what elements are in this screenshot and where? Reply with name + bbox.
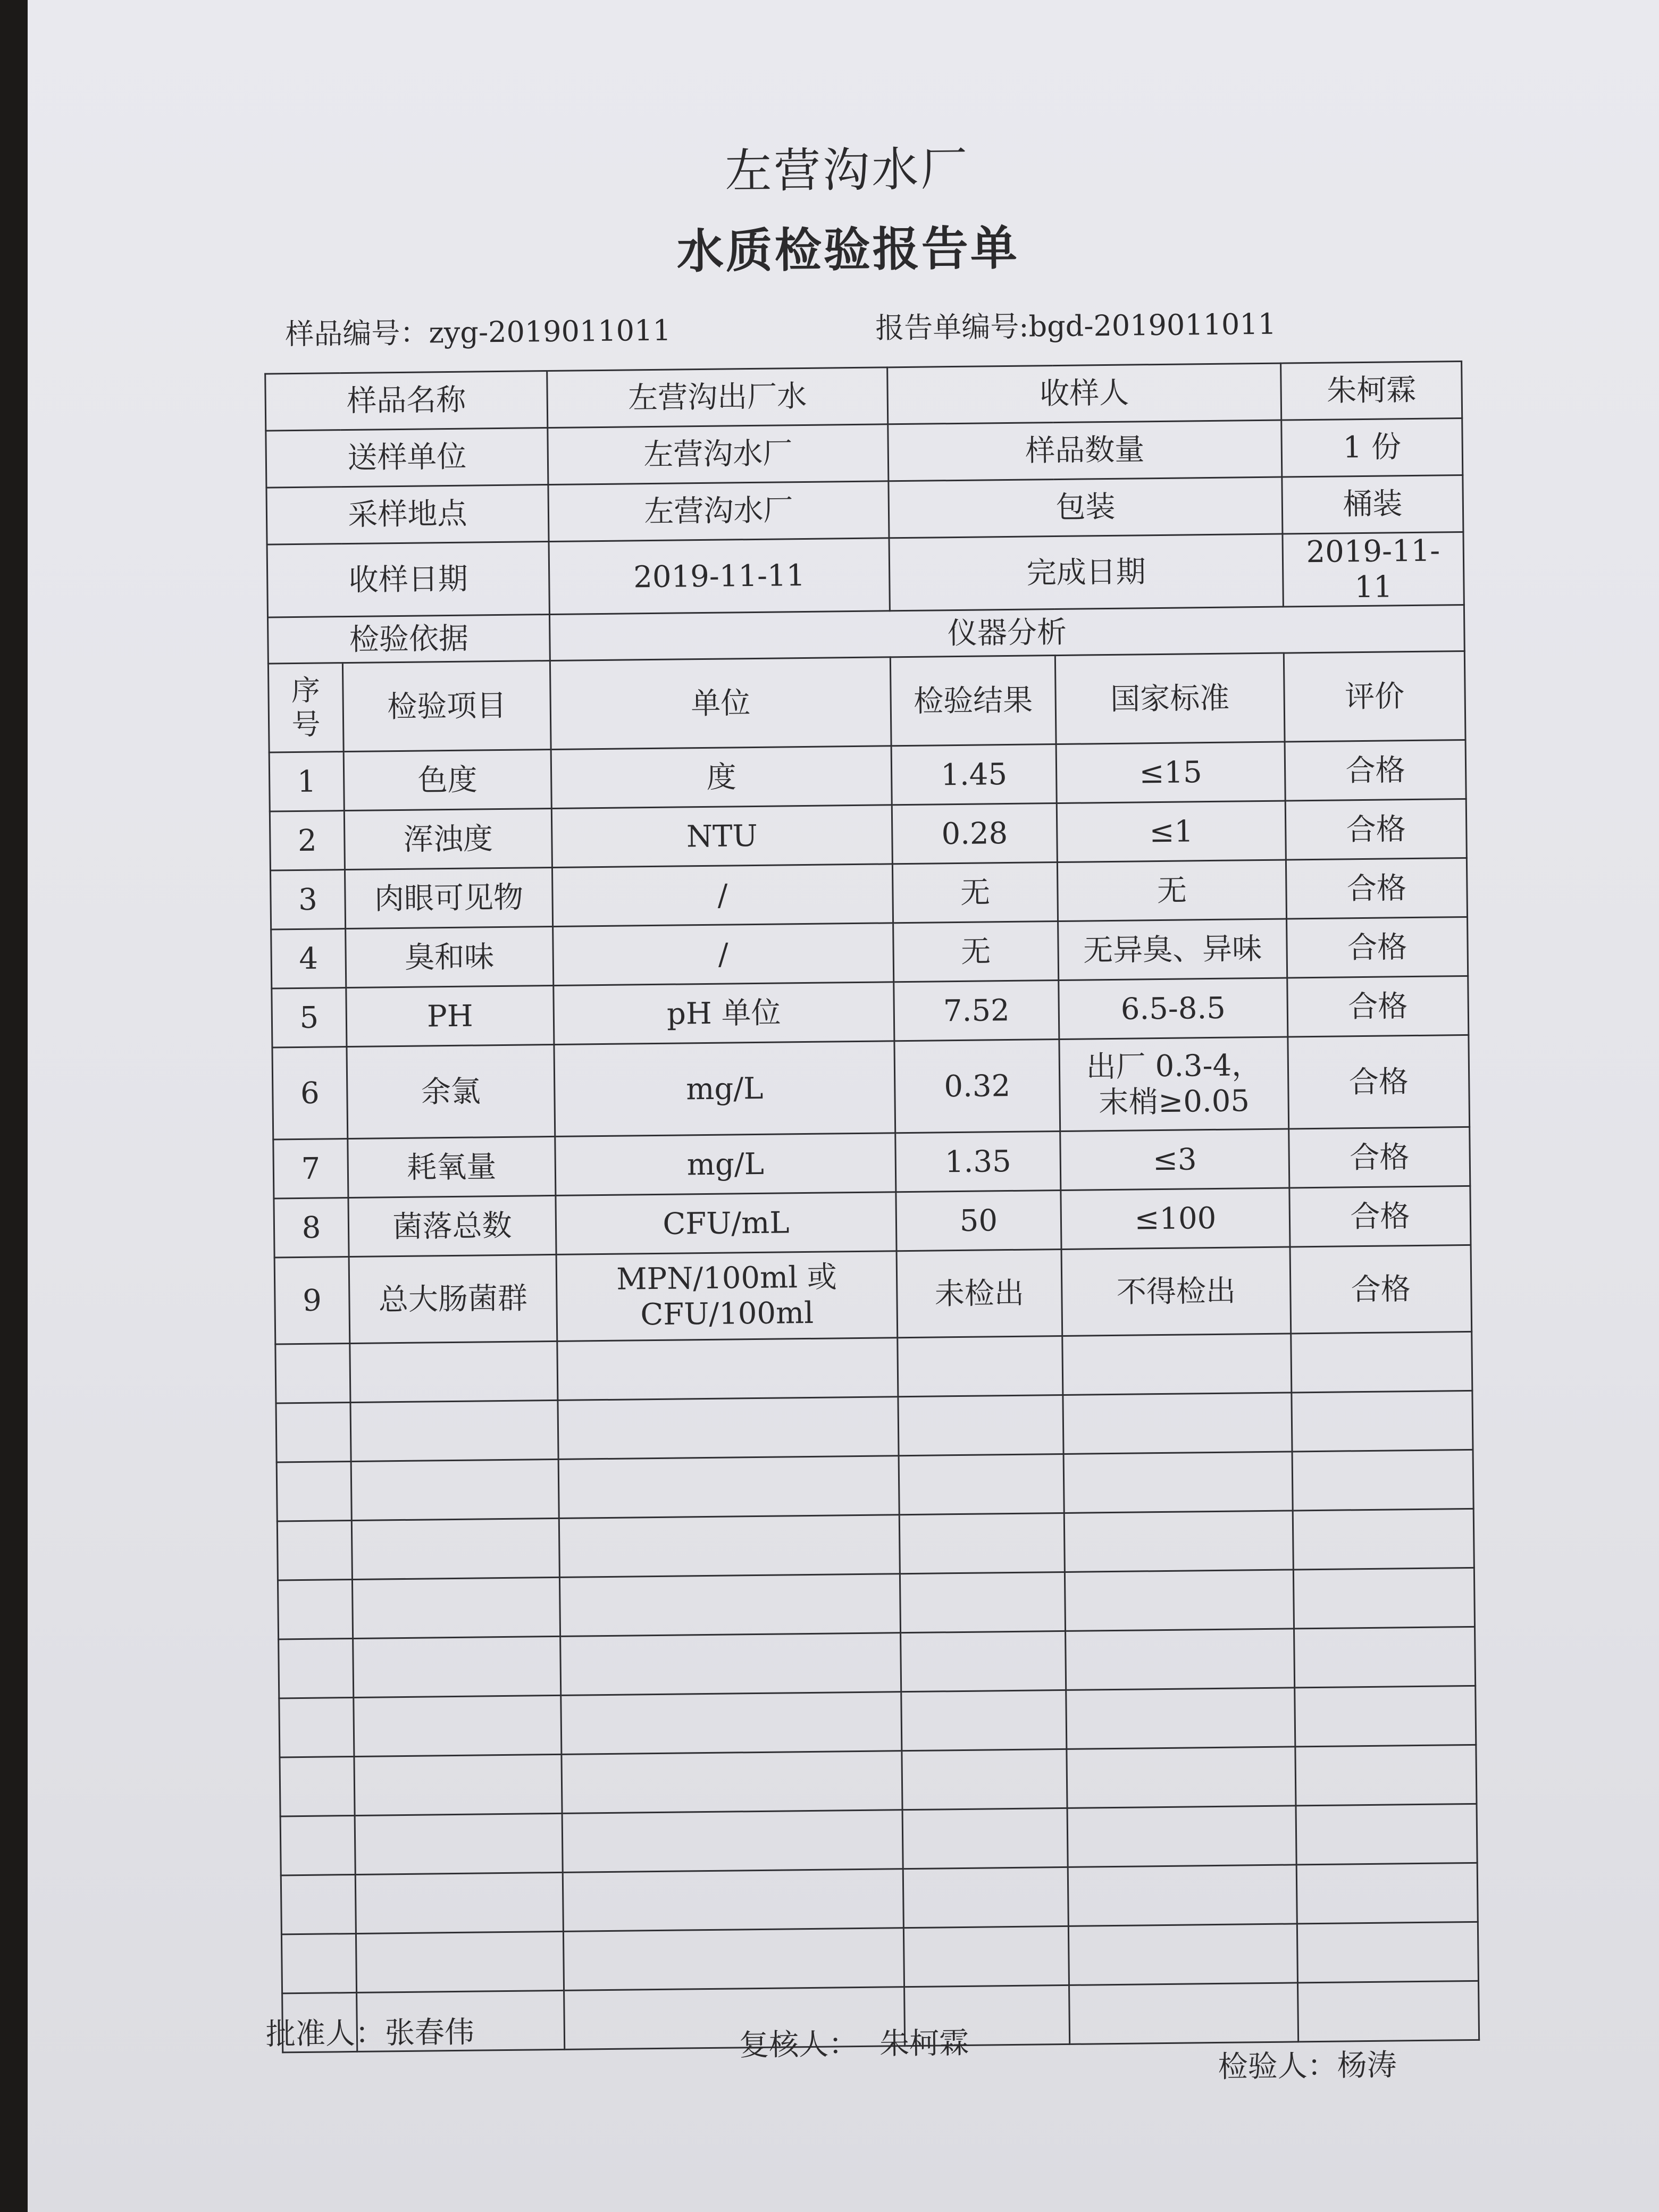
blank-cell xyxy=(562,1810,903,1873)
blank-cell xyxy=(1291,1332,1472,1393)
reviewer-name: 朱柯霖 xyxy=(879,2025,969,2062)
row-number: 2 xyxy=(270,811,345,870)
blank-cell xyxy=(561,1692,902,1755)
test-item: 余氯 xyxy=(347,1045,555,1139)
blank-cell xyxy=(1292,1450,1473,1511)
test-result: 50 xyxy=(896,1191,1061,1251)
blank-cell xyxy=(275,1344,350,1403)
blank-cell xyxy=(563,1928,904,1991)
test-result: 未检出 xyxy=(896,1250,1062,1338)
info-label: 样品数量 xyxy=(888,420,1282,481)
unit: pH 单位 xyxy=(554,982,894,1045)
evaluation: 合格 xyxy=(1290,1245,1472,1334)
info-value: 左营沟水厂 xyxy=(548,424,889,485)
approver-name: 张春伟 xyxy=(384,2015,475,2051)
info-label: 样品名称 xyxy=(265,371,548,431)
blank-cell xyxy=(1066,1629,1295,1690)
info-value: 朱柯霖 xyxy=(1281,362,1462,421)
blank-cell xyxy=(356,1932,564,1993)
col-header-no: 序号 xyxy=(268,663,343,752)
blank-cell xyxy=(903,1926,1069,1987)
report-number-value: bgd-2019011011 xyxy=(1028,307,1277,343)
blank-cell xyxy=(276,1462,351,1521)
row-number: 4 xyxy=(271,929,346,988)
row-number: 5 xyxy=(272,988,347,1048)
report-number-label: 报告单编号: xyxy=(875,309,1029,345)
info-value: 2019-11-11 xyxy=(549,538,890,615)
national-standard: ≤15 xyxy=(1056,742,1285,803)
sample-number xyxy=(285,308,671,353)
info-label: 收样日期 xyxy=(267,542,549,618)
blank-cell xyxy=(1065,1570,1294,1631)
evaluation: 合格 xyxy=(1286,858,1467,919)
col-header-item: 检验项目 xyxy=(342,661,551,752)
paper-sheet xyxy=(28,0,1659,2212)
blank-cell xyxy=(277,1521,352,1580)
blank-cell xyxy=(1064,1511,1293,1572)
blank-cell xyxy=(1297,1922,1478,1983)
blank-cell xyxy=(355,1873,563,1934)
blank-cell xyxy=(280,1757,355,1816)
national-standard: ≤1 xyxy=(1057,801,1286,862)
blank-cell xyxy=(281,1875,356,1934)
col-header-standard: 国家标准 xyxy=(1055,653,1285,744)
test-result: 无 xyxy=(892,862,1058,923)
unit: mg/L xyxy=(554,1041,895,1137)
blank-cell xyxy=(562,1751,902,1814)
unit: / xyxy=(552,864,893,927)
reviewer-label: 复核人： xyxy=(739,2027,859,2063)
info-label: 收样人 xyxy=(887,363,1281,424)
national-standard: 不得检出 xyxy=(1061,1247,1291,1336)
unit: NTU xyxy=(551,805,892,868)
sample-number-label: 样品编号： xyxy=(285,316,429,351)
blank-cell xyxy=(900,1572,1065,1633)
national-standard: ≤100 xyxy=(1061,1188,1290,1249)
info-label: 送样单位 xyxy=(266,428,548,488)
evaluation: 合格 xyxy=(1287,976,1469,1037)
blank-cell xyxy=(1069,1983,1298,2044)
info-label: 检验依据 xyxy=(268,615,550,664)
blank-cell xyxy=(902,1749,1067,1810)
report-number xyxy=(875,301,1276,347)
blank-cell xyxy=(1296,1804,1477,1865)
approver-label: 批准人： xyxy=(265,2016,386,2052)
row-number: 3 xyxy=(270,870,345,929)
inspector-signature xyxy=(1218,2041,1397,2086)
col-header-eval: 评价 xyxy=(1284,651,1465,742)
row-number: 1 xyxy=(269,752,344,811)
blank-cell xyxy=(899,1454,1064,1515)
blank-cell xyxy=(350,1401,558,1462)
test-item: 总大肠菌群 xyxy=(349,1255,557,1344)
blank-cell xyxy=(902,1808,1068,1869)
blank-cell xyxy=(1298,1981,1479,2042)
org-title: 左营沟水厂 xyxy=(724,141,970,199)
blank-cell xyxy=(1068,1865,1297,1926)
blank-cell xyxy=(280,1816,355,1875)
report-document xyxy=(208,116,1505,2129)
info-value: 左营沟出厂水 xyxy=(547,367,888,428)
blank-cell xyxy=(1293,1509,1474,1570)
test-item: 耗氧量 xyxy=(348,1137,556,1198)
blank-cell xyxy=(558,1456,899,1519)
row-number: 9 xyxy=(274,1257,350,1344)
blank-cell xyxy=(1067,1747,1296,1808)
blank-cell xyxy=(279,1639,354,1698)
blank-cell xyxy=(352,1578,560,1639)
evaluation: 合格 xyxy=(1289,1186,1471,1247)
blank-cell xyxy=(1068,1924,1297,1985)
blank-cell xyxy=(558,1397,899,1460)
blank-cell xyxy=(1295,1745,1477,1806)
blank-cell xyxy=(1296,1863,1478,1924)
test-result: 0.32 xyxy=(894,1040,1060,1133)
table-header-row xyxy=(268,651,1465,753)
row-number: 6 xyxy=(272,1047,348,1139)
report-title: 水质检验报告单 xyxy=(676,220,1020,279)
col-header-unit: 单位 xyxy=(550,657,891,750)
unit: 度 xyxy=(551,746,892,809)
report-meta xyxy=(211,299,1487,355)
inspector-name: 杨涛 xyxy=(1337,2048,1397,2083)
info-value: 左营沟水厂 xyxy=(548,481,889,542)
unit: / xyxy=(553,923,894,986)
row-number: 8 xyxy=(274,1198,349,1258)
test-item: PH xyxy=(346,986,554,1047)
approver-signature xyxy=(265,2009,474,2054)
info-label: 采样地点 xyxy=(266,485,549,545)
info-value: 桶装 xyxy=(1282,475,1463,534)
blank-cell xyxy=(278,1580,353,1639)
info-value: 1 份 xyxy=(1281,418,1463,477)
blank-cell xyxy=(276,1403,351,1462)
national-standard: 无 xyxy=(1057,860,1286,921)
blank-cell xyxy=(898,1395,1063,1456)
test-item: 浑浊度 xyxy=(344,809,552,870)
info-value: 2019-11-11 xyxy=(1283,532,1464,607)
blank-cell xyxy=(1063,1452,1293,1513)
table-row xyxy=(274,1245,1472,1345)
blank-cell xyxy=(901,1631,1066,1692)
report-table xyxy=(264,361,1480,2054)
info-label: 完成日期 xyxy=(889,534,1283,611)
test-result: 无 xyxy=(893,921,1059,982)
test-result: 7.52 xyxy=(894,981,1059,1041)
test-item: 菌落总数 xyxy=(348,1196,556,1257)
table-row xyxy=(272,1035,1470,1140)
blank-cell xyxy=(355,1814,563,1875)
blank-cell xyxy=(557,1338,898,1401)
info-row xyxy=(267,532,1464,618)
test-item: 臭和味 xyxy=(346,927,554,988)
blank-cell xyxy=(1063,1393,1292,1454)
blank-cell xyxy=(1066,1688,1295,1749)
blank-cell xyxy=(279,1698,354,1757)
blank-cell xyxy=(901,1690,1067,1751)
blank-cell xyxy=(350,1342,558,1403)
blank-cell xyxy=(563,1869,903,1932)
info-value: 仪器分析 xyxy=(549,605,1464,661)
blank-cell xyxy=(351,1519,559,1580)
inspector-label: 检验人： xyxy=(1218,2048,1337,2084)
evaluation: 合格 xyxy=(1285,740,1466,801)
test-item: 色度 xyxy=(343,750,551,811)
test-result: 1.35 xyxy=(895,1132,1061,1192)
evaluation: 合格 xyxy=(1289,1127,1470,1188)
unit: MPN/100ml 或 CFU/100ml xyxy=(556,1251,898,1342)
info-label: 包装 xyxy=(889,477,1283,538)
unit: CFU/mL xyxy=(556,1192,896,1255)
blank-cell xyxy=(559,1574,900,1637)
blank-cell xyxy=(1293,1568,1474,1629)
evaluation: 合格 xyxy=(1288,1035,1470,1129)
blank-cell xyxy=(354,1696,562,1757)
row-number: 7 xyxy=(273,1139,348,1199)
blank-cell xyxy=(1067,1806,1296,1867)
sample-number-value: zyg-2019011011 xyxy=(429,313,672,350)
blank-cell xyxy=(1294,1627,1476,1688)
evaluation: 合格 xyxy=(1287,917,1468,978)
blank-cell xyxy=(560,1633,901,1696)
blank-cell xyxy=(281,1934,356,1993)
blank-cell xyxy=(898,1336,1063,1397)
national-standard: 出厂 0.3-4， 末梢≥0.05 xyxy=(1059,1037,1289,1131)
blank-cell xyxy=(559,1515,900,1578)
national-standard: ≤3 xyxy=(1060,1129,1289,1190)
unit: mg/L xyxy=(555,1133,896,1196)
col-header-result: 检验结果 xyxy=(890,656,1056,746)
blank-cell xyxy=(899,1513,1065,1574)
test-item: 肉眼可见物 xyxy=(345,868,552,929)
results-body xyxy=(269,740,1479,2052)
national-standard: 无异臭、异味 xyxy=(1058,919,1287,980)
blank-cell xyxy=(1292,1391,1473,1452)
evaluation: 合格 xyxy=(1285,799,1467,860)
blank-cell xyxy=(903,1867,1068,1928)
blank-cell xyxy=(1062,1334,1292,1395)
national-standard: 6.5-8.5 xyxy=(1059,978,1288,1039)
blank-cell xyxy=(353,1637,561,1698)
test-result: 0.28 xyxy=(892,803,1057,864)
test-result: 1.45 xyxy=(891,744,1057,805)
blank-cell xyxy=(354,1755,562,1816)
blank-cell xyxy=(1295,1686,1476,1747)
reviewer-signature xyxy=(739,2020,969,2065)
blank-cell xyxy=(351,1460,559,1521)
